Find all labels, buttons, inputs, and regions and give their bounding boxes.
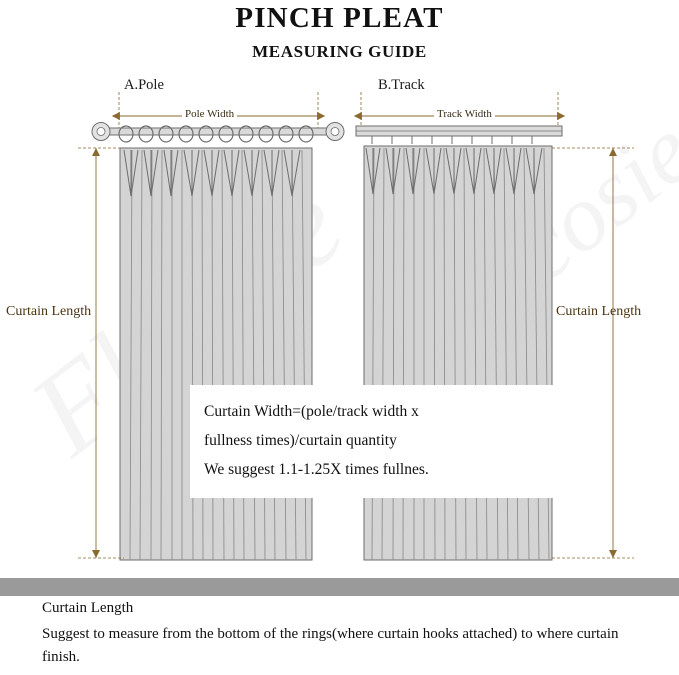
note-title: Curtain Length bbox=[42, 600, 134, 616]
note-divider-bar bbox=[0, 578, 679, 596]
bottom-note bbox=[0, 578, 679, 675]
formula-line-3: We suggest 1.1-1.25X times fullnes. bbox=[204, 461, 429, 478]
pole-width-label: Pole Width bbox=[182, 108, 237, 120]
pinch-pleat-curtain-pole bbox=[120, 148, 312, 560]
panel-label-pole: A.Pole bbox=[124, 77, 164, 93]
curtain-length-label-left: Curtain Length bbox=[6, 304, 92, 319]
formula-box bbox=[190, 385, 560, 498]
page-subtitle: MEASURING GUIDE bbox=[252, 42, 427, 61]
curtain-track bbox=[356, 126, 562, 144]
formula-line-1: Curtain Width=(pole/track width x bbox=[204, 403, 419, 420]
note-body: Suggest to measure from the bottom of the rings(where curtain hooks attached) to where curtain finish. bbox=[42, 626, 619, 665]
curtain-length-label-right: Curtain Length bbox=[556, 304, 642, 319]
page-title: PINCH PLEAT bbox=[235, 2, 444, 34]
panel-label-track: B.Track bbox=[378, 77, 425, 93]
curtain-pole bbox=[92, 123, 344, 141]
track-width-label: Track Width bbox=[434, 108, 495, 120]
formula-line-2: fullness times)/curtain quantity bbox=[204, 432, 397, 449]
